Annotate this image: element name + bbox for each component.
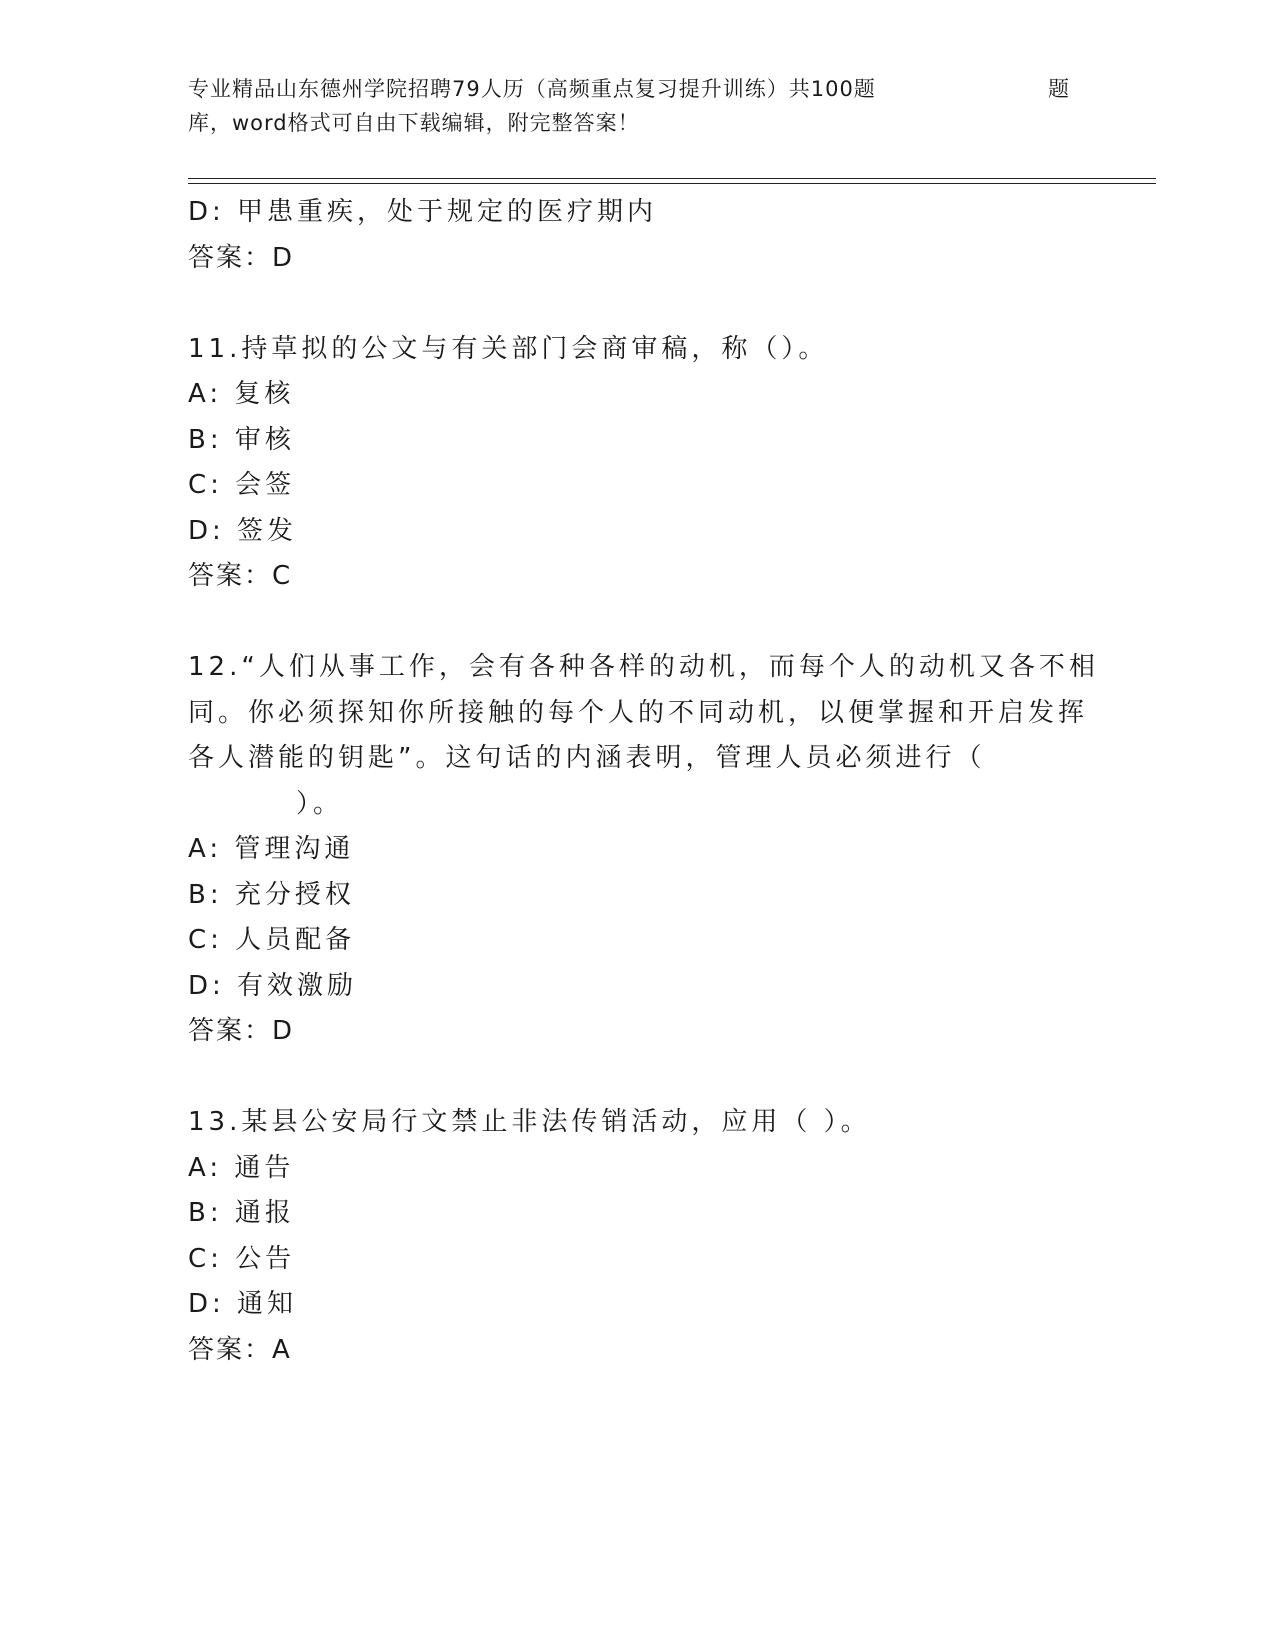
question-12 (188, 645, 1099, 1055)
question-list (188, 190, 1099, 1373)
question-stem: 13.某县公安局行文禁止非法传销活动，应用（ ）。 (188, 1107, 871, 1137)
question-stem-line2: 同。你必须探知你所接触的每个人的不同动机，以便掌握和开启发挥 (188, 697, 1089, 728)
answer-line: 答案：C (188, 561, 293, 591)
question-stem: 11.持草拟的公文与有关部门会商审稿，称（）。 (188, 333, 829, 364)
option-d: D: 通知 (188, 1289, 298, 1319)
option-a: A: 管理沟通 (188, 834, 355, 864)
question-stem-line3: 各人潜能的钥匙”。这句话的内涵表明，管理人员必须进行（ (188, 743, 986, 773)
option-b: B: 通报 (188, 1198, 295, 1228)
header-divider-top (188, 178, 1156, 179)
spacer (188, 600, 1088, 646)
answer-line: 答案：D (188, 242, 295, 273)
question-11 (188, 327, 1088, 600)
option-c: C: 人员配备 (188, 925, 356, 955)
answer-line: 答案：A (188, 1334, 292, 1365)
previous-question-tail (188, 190, 1088, 281)
answer-line: 答案：D (188, 1016, 295, 1046)
header-title-line1: 专业精品山东德州学院招聘79人历（高频重点复习提升训练）共100题 (188, 77, 876, 101)
option-d: D: 签发 (188, 515, 298, 546)
option-c: C: 会签 (188, 470, 296, 500)
option-a: A: 复核 (188, 379, 295, 409)
question-stem-line1: 12.“人们从事工作，会有各种各样的动机，而每个人的动机又各不相 (188, 652, 1099, 682)
option-d: D: 甲患重疾，处于规定的医疗期内 (188, 197, 658, 227)
header-divider-bottom (188, 183, 1156, 184)
spacer (188, 1055, 1088, 1101)
document-header (188, 72, 1088, 140)
option-a: A: 通告 (188, 1152, 295, 1183)
header-title-line2: 库，word格式可自由下载编辑，附完整答案！ (188, 111, 640, 135)
option-c: C: 公告 (188, 1243, 296, 1274)
option-d: D: 有效激励 (188, 970, 358, 1001)
question-13 (188, 1100, 1088, 1373)
spacer (188, 281, 1088, 327)
header-title-tail: 题 (1048, 77, 1070, 101)
option-b: B: 充分授权 (188, 879, 355, 910)
question-stem-line4: ）。 (296, 788, 344, 819)
option-b: B: 审核 (188, 424, 295, 455)
